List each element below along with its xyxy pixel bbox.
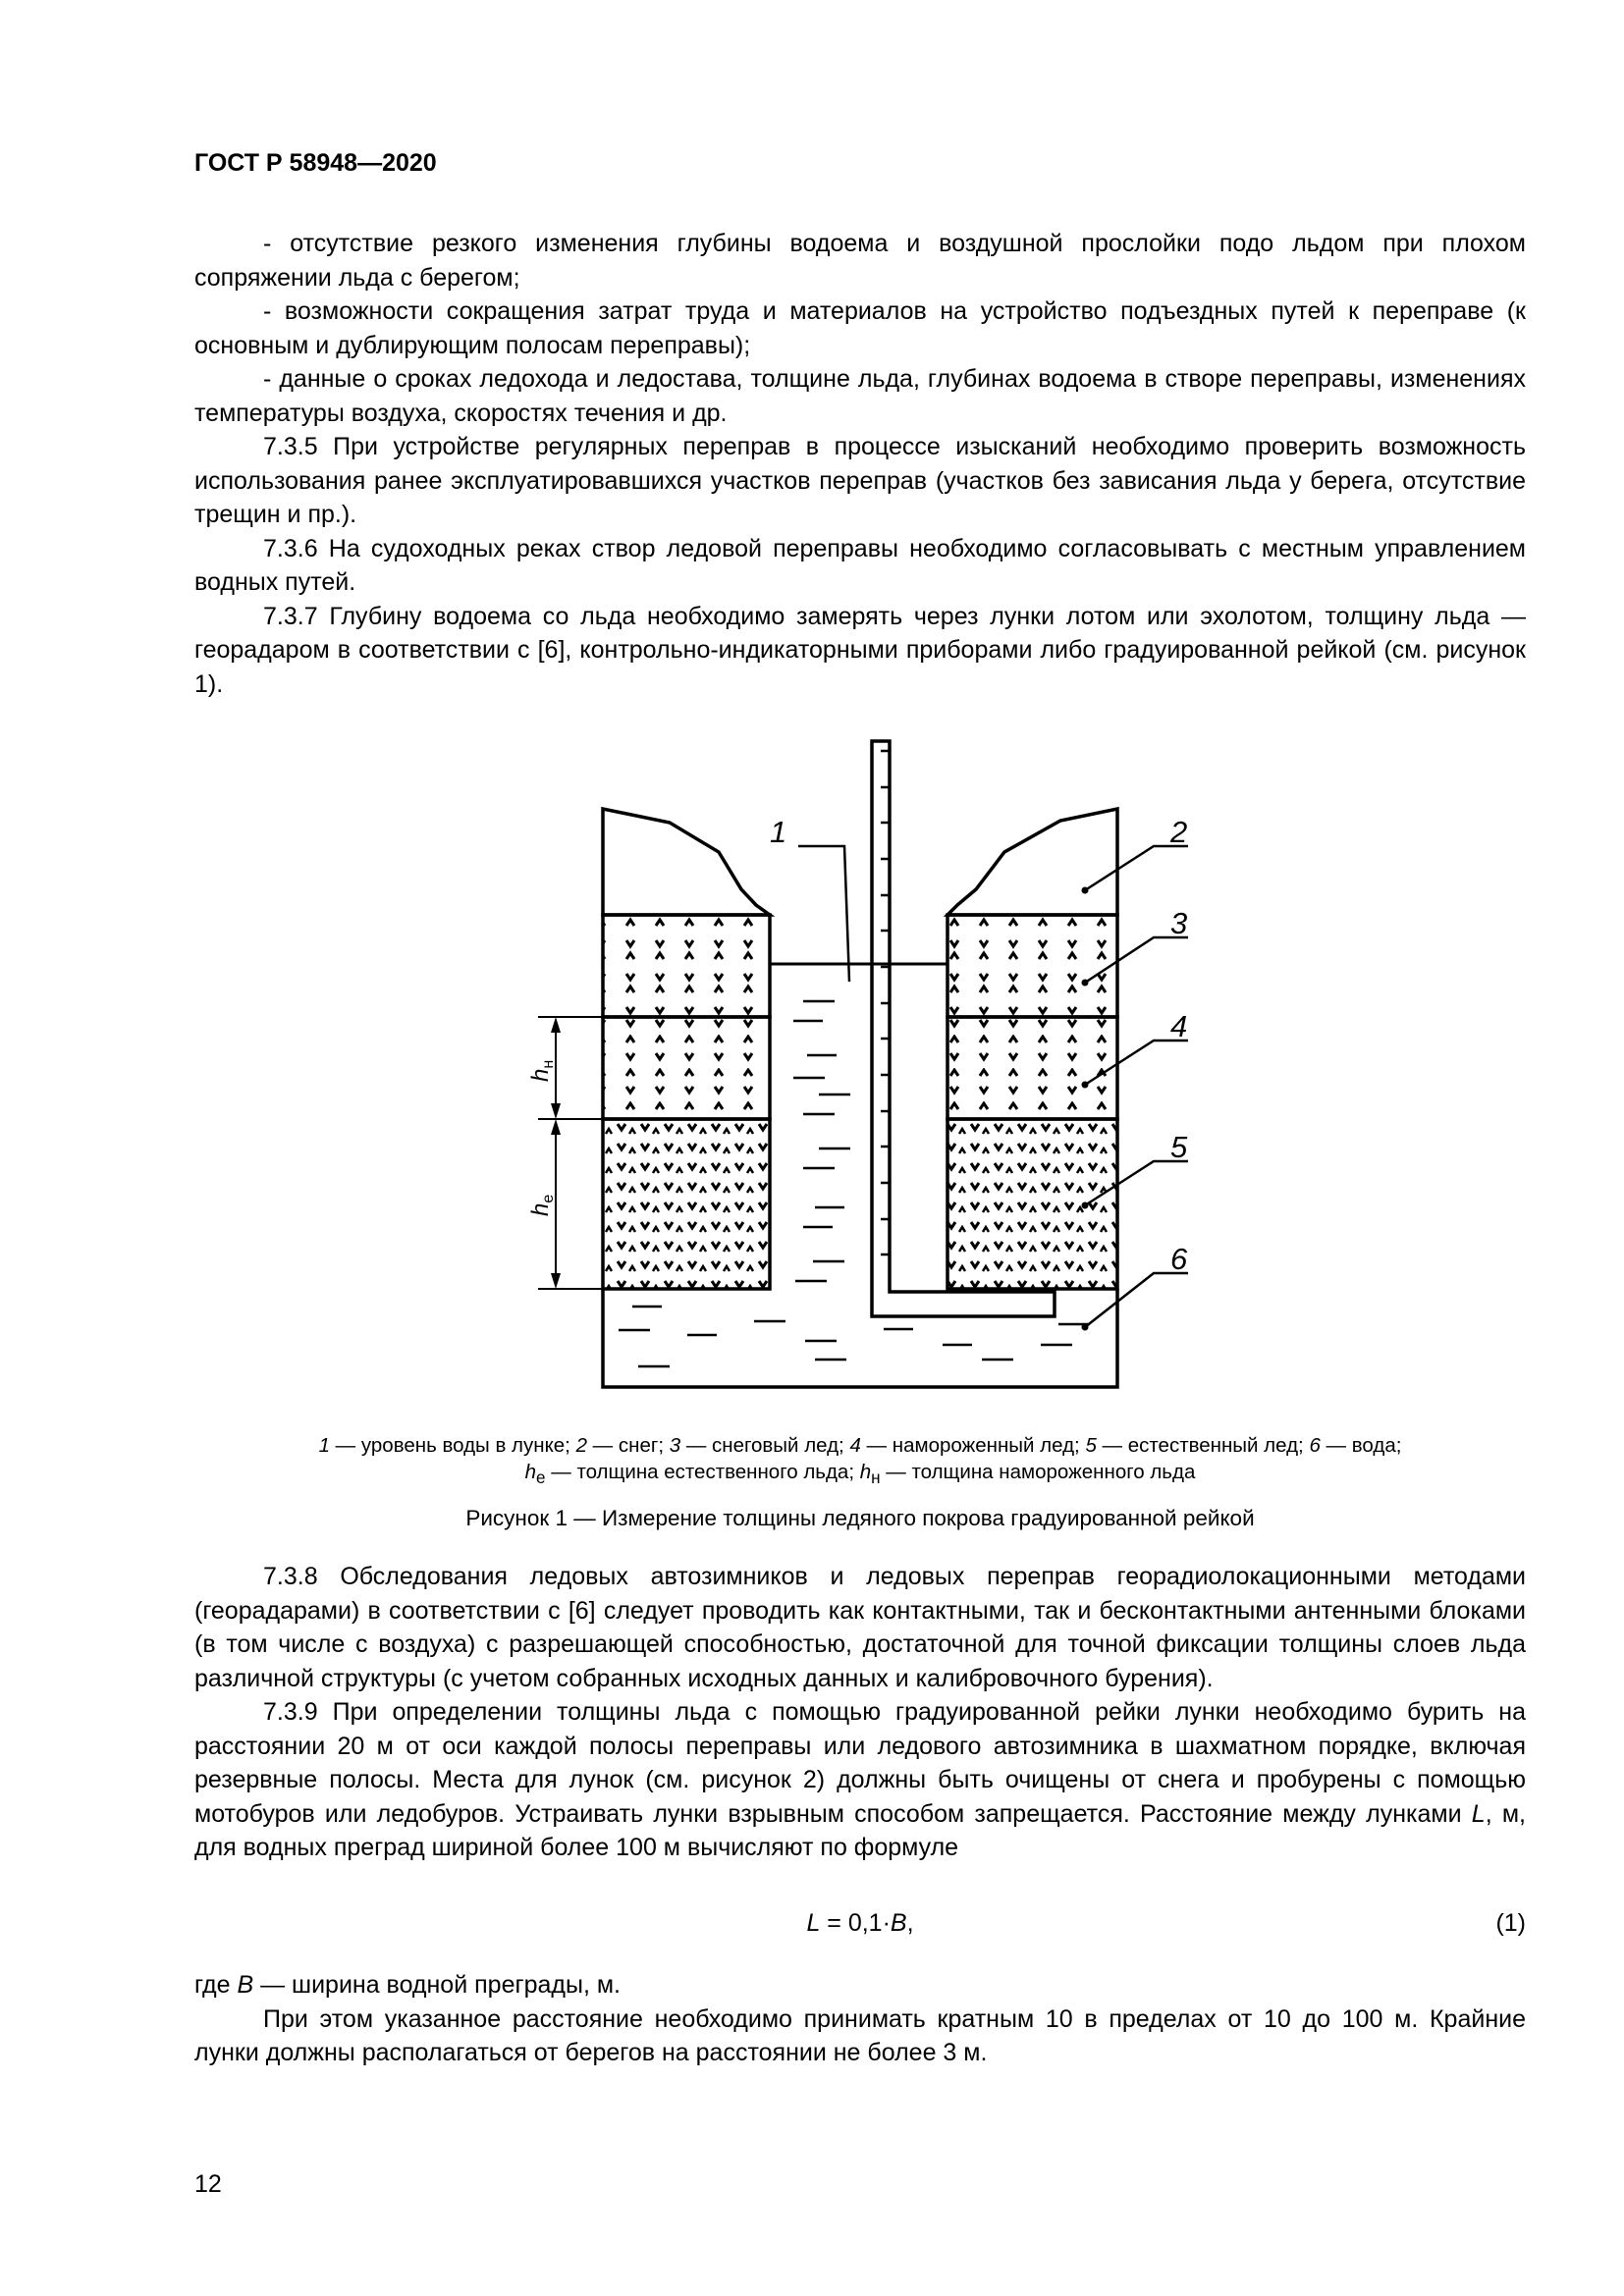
dimension-labels [527,1060,557,1216]
natural-ice-layer-left [603,1119,770,1289]
callout-5: 5 [1170,1130,1188,1164]
dimension-hn: $h_н$ [527,1059,557,1082]
document-header: ГОСТ Р 58948—2020 [194,149,437,177]
formula-expression: L = 0,1·B, [806,1909,914,1937]
figure-legend [194,1432,1526,1491]
paragraph-7-3-8: 7.3.8 Обследования ледовых автозимников и ледовых переправ георадиолокационными методами (георадарами) в соответствии с [6] следует проводить как контактными, так и бесконтактными антенными блоками (в том числе с воздуха) с разрешающей способностью, достаточной для точной фиксации толщины слоев льда различной структуры (с учетом собранных исходных данных и калибровочного бурения). [194,1563,1526,1692]
paragraph: - возможности сокращения затрат труда и материалов на устройство подъездных путей к переправе (к основным и дублирующим полосам переправы); [194,297,1526,359]
closing-text-block [194,1968,1526,2070]
snow-ice-layer-right [947,915,1117,1017]
callout-4: 4 [1170,1009,1188,1043]
paragraph: - отсутствие резкого изменения глубины водоема и воздушной прослойки подо льдом при плохом сопряжении льда с берегом; [194,230,1526,292]
callout-1: 1 [770,815,787,849]
callout-3: 3 [1170,906,1188,940]
figure-title: Рисунок 1 — Измерение толщины ледяного покрова градуированной рейкой [465,1506,1255,1530]
formula-1 [194,1909,1526,1945]
paragraph-7-3-9: 7.3.9 При определении толщины льда с помощью градуированной рейки лунки необходимо бурить на расстоянии 20 м от оси каждой полосы переправы или ледового автозимника в шахматном порядке, включая резервные полосы. Места для лунок (см. рисунок 2) должны быть очищены от снега и пробурены с помощью мотобуров или ледобуров. Устраивать лунки взрывным способом запрещается. Расстояние между лунками L, м, для водных преград шириной более 100 м вычисляют по формуле [194,1698,1527,1861]
frozen-ice-layer-left [603,1017,770,1119]
paragraph: - данные о сроках ледохода и ледостава, толщине льда, глубинах водоема в створе переправы, изменениях температуры воздуха, скоростях течения и др. [194,365,1526,427]
final-paragraph: При этом указанное расстояние необходимо принимать кратным 10 в пределах от 10 до 100 м. Крайние лунки должны располагаться от берегов на расстоянии не более 3 м. [194,2004,1526,2066]
snow-left [603,809,770,915]
paragraph-7-3-7: 7.3.7 Глубину водоема со льда необходимо замерять через лунки лотом или эхолотом, толщину льда — георадаром в соответствии с [6], контрольно-индикаторными приборами либо градуированной рейкой (см. рисунок 1). [194,602,1526,698]
callout-2: 2 [1170,815,1188,849]
legend-line-1: 1 — уровень воды в лунке; 2 — снег; 3 — снеговый лед; 4 — намороженный лед; 5 — естественный лед; 6 — вода; [318,1434,1402,1457]
natural-ice-layer-right [947,1119,1117,1289]
bottom-text-block [194,1560,1526,1865]
formula-number: (1) [1495,1909,1526,1937]
frozen-ice-layer-right [947,1017,1117,1119]
dimension-he: $h_е$ [527,1194,557,1216]
page-number: 12 [194,2170,222,2198]
legend-line-2: $h_е$ — толщина естественного льда; $h_н$ — толщина намороженного льда [524,1461,1196,1488]
callout-6: 6 [1170,1242,1188,1276]
dimension-lines [538,1017,603,1289]
where-clause: где B — ширина водной преграды, м. [194,1971,621,1999]
snow-ice-layer-left [603,915,770,1017]
paragraph-7-3-5: 7.3.5 При устройстве регулярных переправ в процессе изысканий необходимо проверить возможность использования ранее эксплуатировавшихся участков переправ (участков без зависания льда у берега, отсутствие трещин и пр.). [194,433,1526,528]
paragraph-7-3-6: 7.3.6 На судоходных реках створ ледовой переправы необходимо согласовывать с местным управлением водных путей. [194,534,1526,596]
snow-right [947,809,1117,915]
